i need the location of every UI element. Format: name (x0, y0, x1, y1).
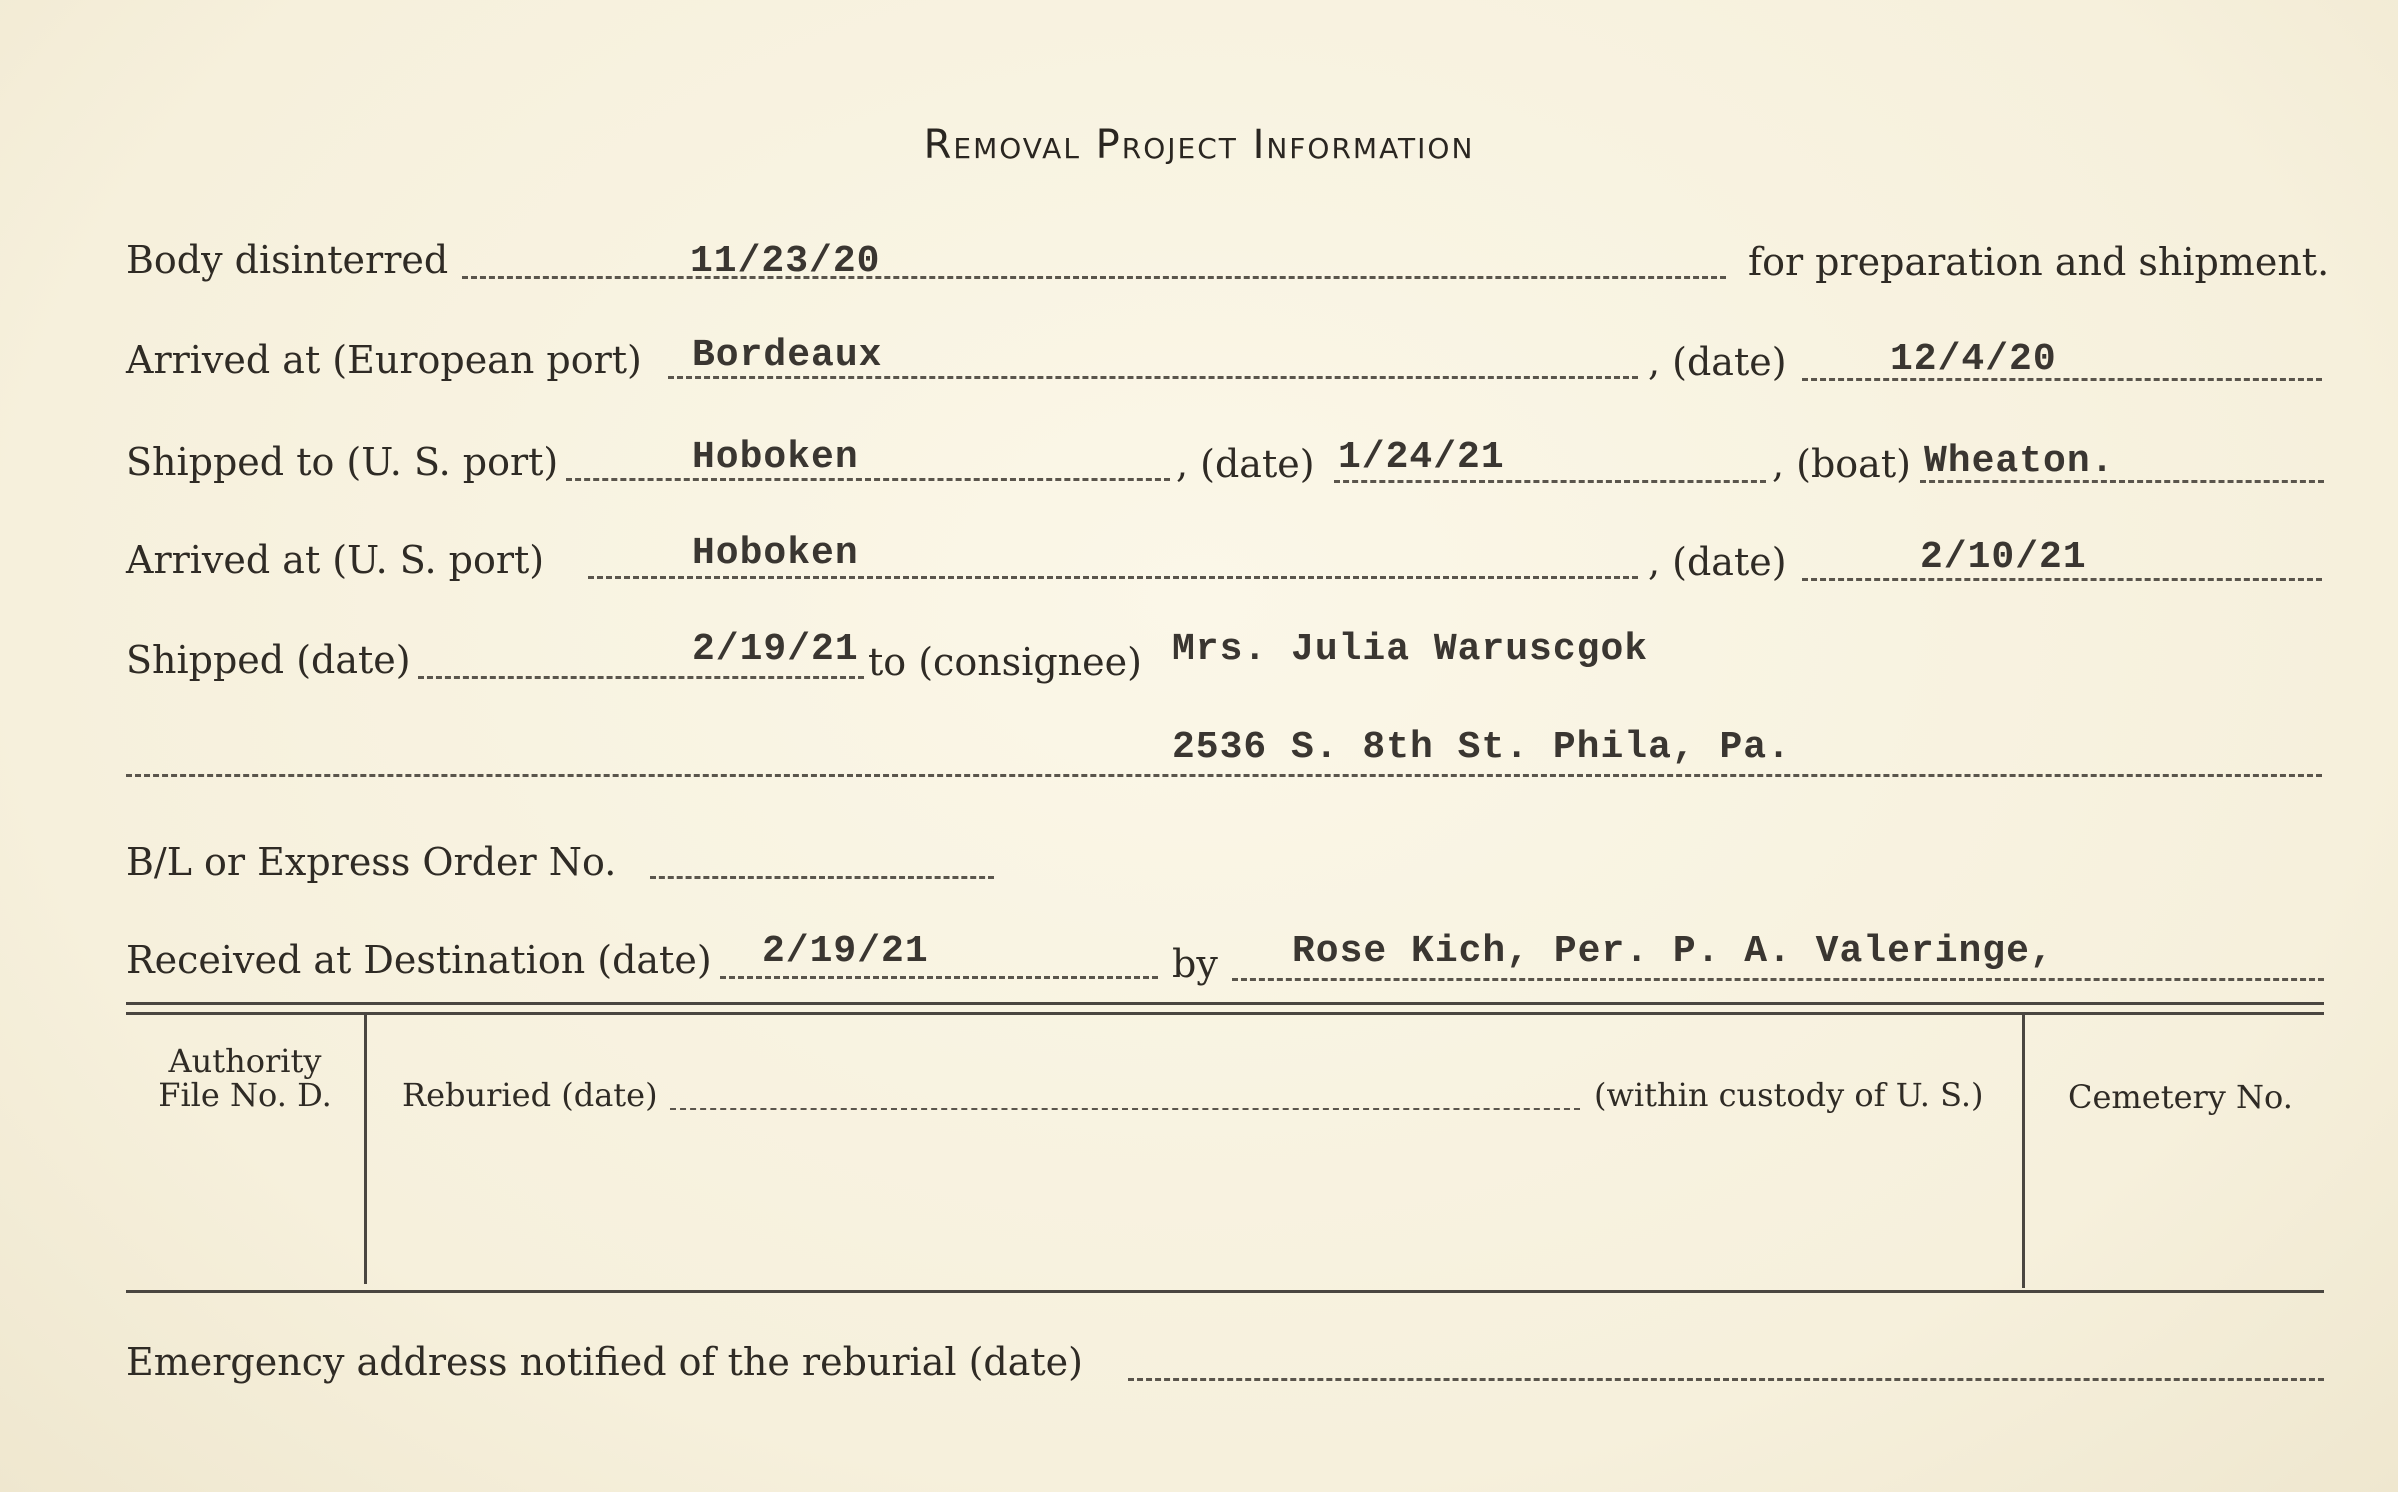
disinterred-label: Body disinterred (126, 238, 449, 282)
disinterred-line (462, 276, 1726, 279)
box-divider-right (2022, 1014, 2025, 1288)
received-by-label: by (1172, 942, 1218, 986)
arrived-us-line (588, 576, 1638, 579)
arrived-european-date-label: , (date) (1648, 340, 1787, 384)
arrived-european-date-line (1802, 378, 2322, 381)
shipped-us-label: Shipped to (U. S. port) (126, 440, 559, 484)
consignee-value: Mrs. Julia Waruscgok (1172, 628, 1649, 671)
emergency-line (1128, 1378, 2324, 1381)
arrived-us-label: Arrived at (U. S. port) (126, 538, 545, 582)
box-top-rule-2 (126, 1012, 2324, 1015)
custody-label: (within custody of U. S.) (1594, 1076, 1984, 1114)
arrived-european-value: Bordeaux (692, 334, 883, 377)
shipped-date-value: 2/19/21 (692, 628, 859, 671)
shipped-us-date-value: 1/24/21 (1338, 436, 1505, 479)
address-line (126, 774, 2322, 777)
arrived-european-label: Arrived at (European port) (126, 338, 642, 382)
bl-order-label: B/L or Express Order No. (126, 840, 617, 884)
box-top-rule-1 (126, 1002, 2324, 1005)
received-by-value: Rose Kich, Per. P. A. Valeringe, (1292, 930, 2054, 973)
disinterred-suffix: for preparation and shipment. (1748, 240, 2330, 284)
authority-label-line1: Authority (168, 1042, 322, 1080)
box-bottom-rule (126, 1290, 2324, 1293)
reburied-line (670, 1108, 1580, 1110)
card-title: Removal Project Information (923, 122, 1475, 168)
shipped-date-label: Shipped (date) (126, 638, 411, 682)
received-label: Received at Destination (date) (126, 938, 712, 982)
shipped-us-date-line (1334, 480, 1766, 483)
shipped-us-date-label: , (date) (1176, 442, 1315, 486)
arrived-us-date-value: 2/10/21 (1920, 536, 2087, 579)
authority-label-line2: File No. D. (158, 1076, 332, 1114)
arrived-european-date-value: 12/4/20 (1890, 338, 2057, 381)
box-divider-left (364, 1014, 367, 1284)
shipped-date-line (418, 676, 864, 679)
bl-order-line (650, 876, 994, 879)
shipped-us-value: Hoboken (692, 436, 859, 479)
received-line (720, 976, 1158, 979)
shipped-us-boat-value: Wheaton. (1924, 440, 2115, 483)
arrived-us-value: Hoboken (692, 532, 859, 575)
shipped-us-line (566, 478, 1170, 481)
cemetery-label: Cemetery No. (2068, 1078, 2293, 1116)
consignee-label: to (consignee) (868, 640, 1142, 684)
received-by-line (1232, 978, 2324, 981)
emergency-label: Emergency address notified of the reburial (date) (126, 1340, 1083, 1384)
shipped-us-boat-label: , (boat) (1772, 442, 1911, 486)
arrived-us-date-label: , (date) (1648, 540, 1787, 584)
consignee-address: 2536 S. 8th St. Phila, Pa. (1172, 726, 1791, 769)
received-value: 2/19/21 (762, 930, 929, 973)
reburied-label: Reburied (date) (402, 1076, 658, 1114)
disinterred-value: 11/23/20 (690, 240, 881, 283)
